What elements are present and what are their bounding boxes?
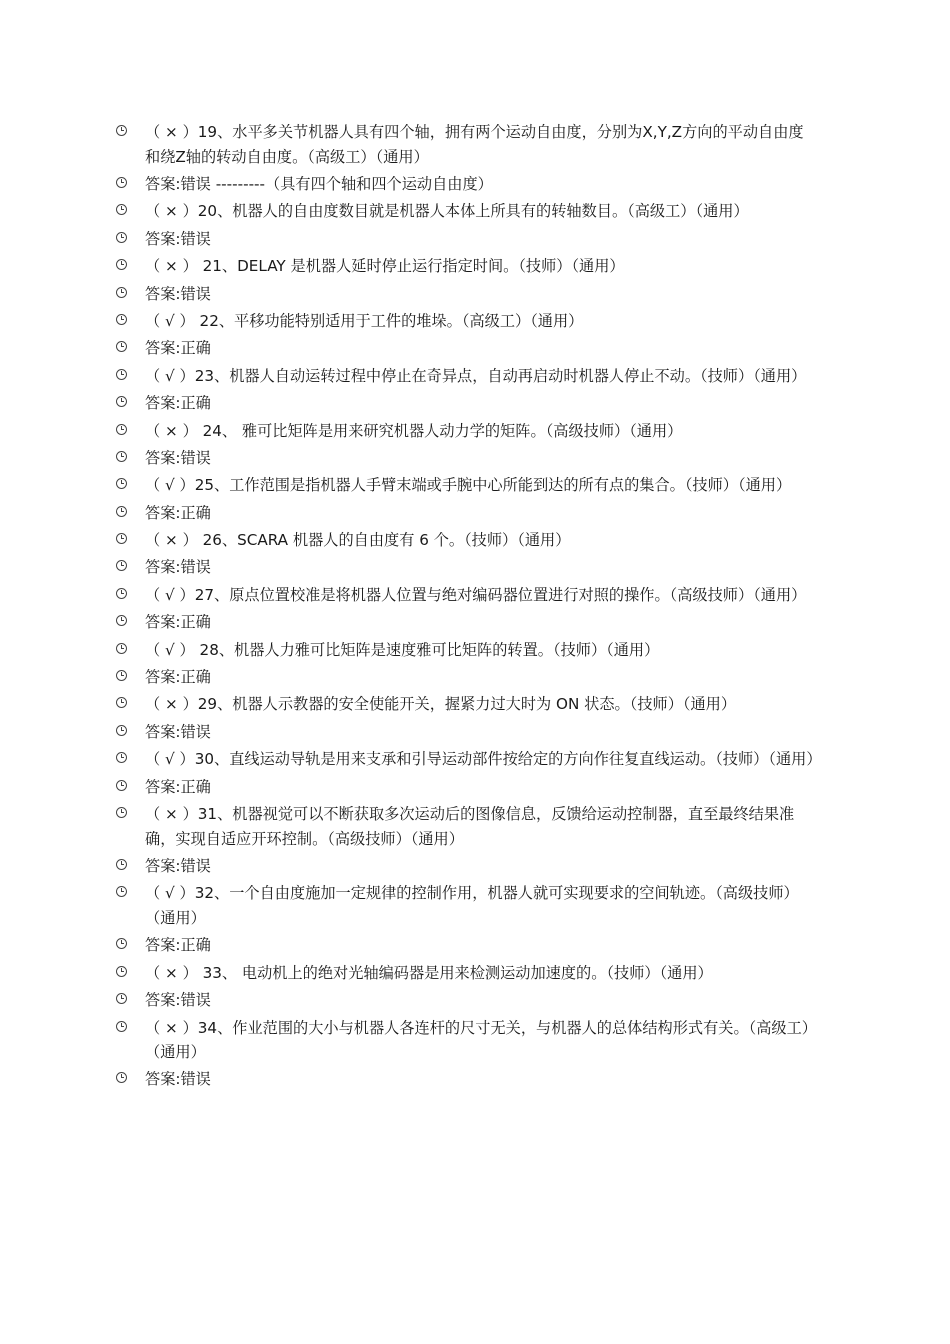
answer-line: [116, 720, 816, 745]
line-text: 答案:正确: [145, 668, 211, 687]
clock-bullet-icon: [116, 287, 127, 298]
clock-bullet-icon: [116, 204, 127, 215]
question-line: [116, 692, 816, 717]
line-text: （ √ ）23、机器人自动运转过程中停止在奇异点，自动再启动时机器人停止不动。（技师）（通用）: [145, 366, 807, 385]
question-line: [116, 961, 816, 986]
clock-bullet-icon: [116, 506, 127, 517]
clock-bullet-icon: [116, 341, 127, 352]
clock-bullet-icon: [116, 859, 127, 870]
clock-bullet-icon: [116, 670, 127, 681]
clock-bullet-icon: [116, 966, 127, 977]
answer-line: [116, 336, 816, 361]
answer-line: [116, 501, 816, 526]
line-text: 答案:正确: [145, 339, 211, 358]
question-line: [116, 747, 822, 772]
line-text: 答案:错误: [145, 448, 211, 467]
line-text: 答案:错误: [145, 558, 211, 577]
line-text: 答案:错误: [145, 856, 211, 875]
line-text: 答案:正确: [145, 777, 211, 796]
question-line: [116, 583, 816, 608]
clock-bullet-icon: [116, 177, 127, 188]
line-text: （ √ ）30、直线运动导轨是用来支承和引导运动部件按给定的方向作往复直线运动。（技师）（通用）: [145, 750, 822, 769]
line-text: 答案:正确: [145, 503, 211, 522]
line-text: （ √ ）32、一个自由度施加一定规律的控制作用，机器人就可实现要求的空间轨迹。（高级技师）（通用）: [145, 884, 799, 927]
line-text: （ × ）29、机器人示教器的安全使能开关，握紧力过大时为 ON 状态。（技师）（通用）: [145, 695, 737, 714]
line-text: （ × ） 21、DELAY 是机器人延时停止运行指定时间。（技师）（通用）: [145, 257, 625, 276]
answer-line: [116, 988, 816, 1013]
clock-bullet-icon: [116, 560, 127, 571]
line-text: 答案:错误: [145, 722, 211, 741]
answer-line: [116, 391, 816, 416]
line-text: （ × ）31、机器视觉可以不断获取多次运动后的图像信息，反馈给运动控制器，直至最终结果准确，实现自适应开环控制。（高级技师）（通用）: [145, 804, 795, 848]
clock-bullet-icon: [116, 314, 127, 325]
answer-line: [116, 227, 816, 252]
line-text: （ × ） 26、SCARA 机器人的自由度有 6 个。（技师）（通用）: [145, 531, 571, 550]
line-text: （ × ） 33、 电动机上的绝对光轴编码器是用来检测运动加速度的。（技师）（通用）: [145, 963, 713, 982]
answer-line: [116, 446, 816, 471]
clock-bullet-icon: [116, 993, 127, 1004]
question-line: [116, 120, 816, 169]
line-text: 答案:错误 ---------（具有四个轴和四个运动自由度）: [145, 174, 493, 193]
line-text: （ × ） 24、 雅可比矩阵是用来研究机器人动力学的矩阵。（高级技师）（通用）: [145, 421, 683, 440]
clock-bullet-icon: [116, 697, 127, 708]
answer-line: [116, 610, 816, 635]
answer-line: [116, 1067, 816, 1092]
question-line: [116, 528, 816, 553]
line-text: （ √ ）27、原点位置校准是将机器人位置与绝对编码器位置进行对照的操作。（高级技师）（通用）: [145, 585, 807, 604]
clock-bullet-icon: [116, 1072, 127, 1083]
clock-bullet-icon: [116, 725, 127, 736]
line-text: 答案:错误: [145, 1070, 211, 1089]
answer-line: [116, 555, 816, 580]
question-line: [116, 1016, 816, 1065]
line-text: （ × ）34、作业范围的大小与机器人各连杆的尺寸无关，与机器人的总体结构形式有关。（高级工）（通用）: [145, 1018, 810, 1062]
clock-bullet-icon: [116, 125, 127, 136]
clock-bullet-icon: [116, 938, 127, 949]
line-text: 答案:正确: [145, 936, 211, 955]
question-line: [116, 254, 816, 279]
answer-line: [116, 854, 816, 879]
line-text: （ √ ）25、工作范围是指机器人手臂末端或手腕中心所能到达的所有点的集合。（技师）（通用）: [145, 476, 792, 495]
question-line: [116, 638, 816, 663]
line-text: 答案:正确: [145, 613, 211, 632]
clock-bullet-icon: [116, 886, 127, 897]
line-text: 答案:错误: [145, 991, 211, 1010]
clock-bullet-icon: [116, 615, 127, 626]
clock-bullet-icon: [116, 1021, 127, 1032]
clock-bullet-icon: [116, 424, 127, 435]
answer-line: [116, 775, 816, 800]
question-line: [116, 199, 816, 224]
line-text: （ √ ） 28、机器人力雅可比矩阵是速度雅可比矩阵的转置。（技师）（通用）: [145, 640, 660, 659]
clock-bullet-icon: [116, 533, 127, 544]
line-text: （ × ）20、机器人的自由度数目就是机器人本体上所具有的转轴数目。（高级工）（通用）: [145, 202, 749, 221]
line-text: 答案:错误: [145, 229, 211, 248]
answer-line: [116, 665, 816, 690]
question-line: [116, 881, 816, 930]
question-line: [116, 364, 816, 389]
answer-line: [116, 282, 816, 307]
clock-bullet-icon: [116, 396, 127, 407]
question-list: [116, 120, 822, 1095]
line-text: 答案:错误: [145, 284, 211, 303]
clock-bullet-icon: [116, 451, 127, 462]
line-text: 答案:正确: [145, 394, 211, 413]
clock-bullet-icon: [116, 232, 127, 243]
answer-line: [116, 933, 816, 958]
clock-bullet-icon: [116, 780, 127, 791]
line-text: （ √ ） 22、平移功能特别适用于工件的堆垛。（高级工）（通用）: [145, 311, 584, 330]
clock-bullet-icon: [116, 752, 127, 763]
question-line: [116, 473, 816, 498]
line-text: （ × ）19、水平多关节机器人具有四个轴，拥有两个运动自由度，分别为X,Y,Z方向的平动自由度和绕Z轴的转动自由度。（高级工）（通用）: [145, 123, 804, 166]
question-line: [116, 802, 816, 851]
clock-bullet-icon: [116, 807, 127, 818]
answer-line: [116, 172, 816, 197]
clock-bullet-icon: [116, 259, 127, 270]
clock-bullet-icon: [116, 369, 127, 380]
clock-bullet-icon: [116, 478, 127, 489]
question-line: [116, 309, 816, 334]
clock-bullet-icon: [116, 643, 127, 654]
clock-bullet-icon: [116, 588, 127, 599]
question-line: [116, 419, 816, 444]
